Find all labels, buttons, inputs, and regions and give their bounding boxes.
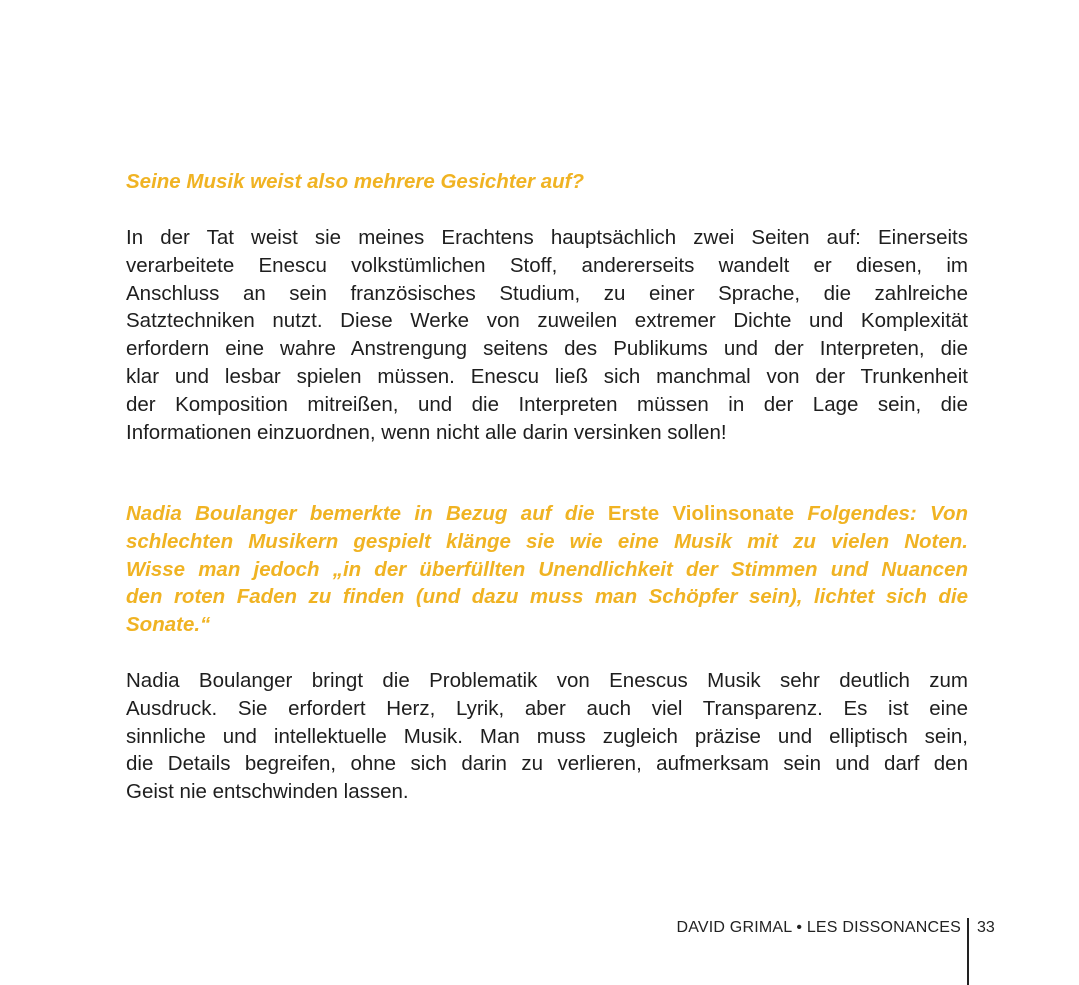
text-segment: Folgendes: Von (807, 502, 969, 525)
text-segment: Nadia Boulanger bemerkte in Bezug auf die (126, 502, 595, 525)
heading-text: Seine Musik weist also mehrere Gesichter auf? (126, 170, 585, 193)
question-paragraph-2 (126, 500, 968, 639)
text-line: schlechten Musikern gespielt klänge sie wie eine Musik mit zu vielen Noten. (126, 529, 968, 553)
text-line: Anschluss an sein französisches Studium, zu einer Sprache, die zahlreiche (126, 281, 968, 305)
text-line: erfordern eine wahre Anstrengung seitens des Publikums und der Interpreten, die (126, 337, 968, 361)
text-line: den roten Faden zu finden (und dazu muss man Schöpfer sein), lichtet sich die (126, 585, 968, 609)
text-line: Satztechniken nutzt. Diese Werke von zuweilen extremer Dichte und Komplexität (126, 309, 968, 333)
text-line: klar und lesbar spielen müssen. Enescu ließ sich manchmal von der Trunkenheit (126, 364, 968, 388)
text-line: verarbeitete Enescu volkstümlichen Stoff, andererseits wandelt er diesen, im (126, 253, 968, 277)
text-line: In der Tat weist sie meines Erachtens hauptsächlich zwei Seiten auf: Einerseits (126, 226, 968, 249)
text-line: Geist nie entschwinden lassen. (126, 780, 409, 804)
text-line: Sonate.“ (126, 613, 211, 637)
footer-divider (967, 918, 969, 985)
text-line: sinnliche und intellektuelle Musik. Man muss zugleich präzise und elliptisch sein, (126, 724, 968, 748)
page-number: 33 (977, 919, 995, 936)
answer-paragraph-1 (126, 224, 968, 446)
text-line: Informationen einzuordnen, wenn nicht alle darin versinken sollen! (126, 420, 727, 444)
text-line: der Komposition mitreißen, und die Interpreten müssen in der Lage sein, die (126, 392, 968, 416)
text-line: Wisse man jedoch „in der überfüllten Unendlichkeit der Stimmen und Nuancen (126, 557, 968, 581)
work-title: Erste Violinsonate (607, 502, 795, 525)
answer-paragraph-2 (126, 667, 968, 806)
text-line (126, 500, 968, 528)
text-line: die Details begreifen, ohne sich darin zu verlieren, aufmerksam sein und darf den (126, 752, 968, 776)
text-line: Nadia Boulanger bringt die Problematik von Enescus Musik sehr deutlich zum (126, 669, 968, 692)
running-footer-title: DAVID GRIMAL • LES DISSONANCES (676, 919, 961, 936)
question-heading-1 (126, 168, 968, 196)
text-line: Ausdruck. Sie erfordert Herz, Lyrik, aber auch viel Transparenz. Es ist eine (126, 696, 968, 720)
